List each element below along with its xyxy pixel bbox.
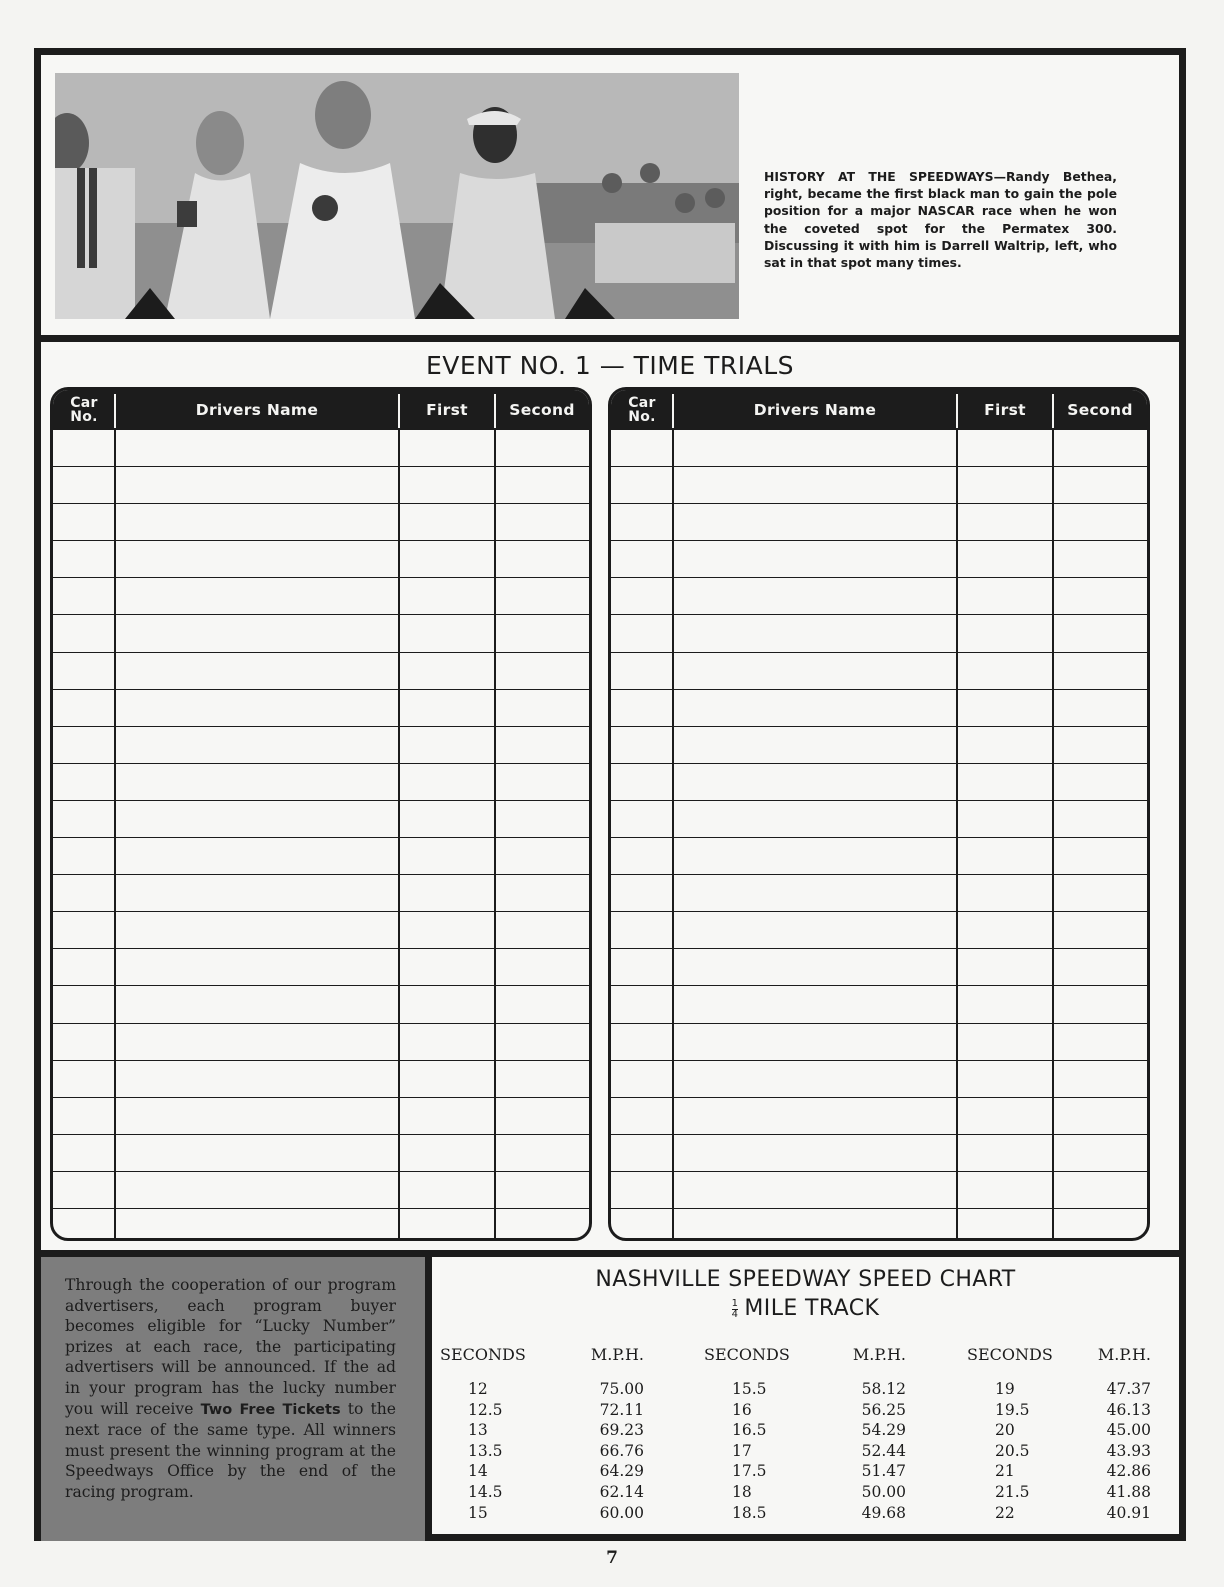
column-divider xyxy=(956,430,958,1238)
race-drivers-photo xyxy=(55,73,739,319)
seconds-values: 12 12.5 13 13.5 14 14.5 15 xyxy=(468,1380,503,1522)
header-second: Second xyxy=(1067,401,1133,419)
table-row[interactable] xyxy=(53,1172,589,1209)
column-divider xyxy=(114,430,116,1238)
table-row[interactable] xyxy=(611,986,1147,1023)
header-second: Second xyxy=(509,401,575,419)
seconds-column-3: SECONDS 19 19.5 20 20.5 21 21.5 22 xyxy=(967,1345,1067,1523)
table-row[interactable] xyxy=(53,504,589,541)
header-car-no: Car No. xyxy=(628,395,656,425)
table-row[interactable] xyxy=(611,875,1147,912)
table-row[interactable] xyxy=(611,764,1147,801)
table-row[interactable] xyxy=(53,1024,589,1061)
table-row[interactable] xyxy=(611,1061,1147,1098)
table-row[interactable] xyxy=(611,653,1147,690)
time-trials-table-left xyxy=(50,387,592,1241)
table-row[interactable] xyxy=(611,1098,1147,1135)
header-car-no: Car No. xyxy=(70,395,98,425)
table-row[interactable] xyxy=(53,1098,589,1135)
photo-caption: HISTORY AT THE SPEEDWAYS—Randy Bethea, right, became the first black man to gain the pole position for a major NASCAR race when he won the coveted spot for the Permatex 300. Discussing it with him is Darrell Waltrip, left, who sat in that spot many times. xyxy=(764,169,1117,271)
table-header xyxy=(611,390,1147,430)
table-row[interactable] xyxy=(53,949,589,986)
mph-column-1: M.P.H. 75.00 72.11 69.23 66.76 64.29 62.14 60.00 xyxy=(590,1345,644,1522)
table-row[interactable] xyxy=(53,430,589,467)
seconds-column-2: SECONDS 15.5 16 16.5 17 17.5 18 18.5 xyxy=(704,1345,804,1523)
table-row[interactable] xyxy=(611,949,1147,986)
table-row[interactable] xyxy=(611,1024,1147,1061)
table-rows xyxy=(53,430,589,1241)
table-row[interactable] xyxy=(53,615,589,652)
mph-column-2: M.P.H. 58.12 56.25 54.29 52.44 51.47 50.00 49.68 xyxy=(852,1345,906,1522)
mph-column-3: M.P.H. 47.37 46.13 45.00 43.93 42.86 41.88 40.91 xyxy=(1097,1345,1151,1522)
speed-chart-title: NASHVILLE SPEEDWAY SPEED CHART xyxy=(595,1267,1016,1292)
table-row[interactable] xyxy=(611,430,1147,467)
table-row[interactable] xyxy=(611,615,1147,652)
table-row[interactable] xyxy=(611,1135,1147,1172)
header-first: First xyxy=(426,401,468,419)
table-row[interactable] xyxy=(611,838,1147,875)
table-row[interactable] xyxy=(53,1135,589,1172)
table-row[interactable] xyxy=(611,467,1147,504)
table-row[interactable] xyxy=(611,578,1147,615)
table-row[interactable] xyxy=(611,541,1147,578)
table-row[interactable] xyxy=(53,875,589,912)
column-divider xyxy=(672,430,674,1238)
table-row[interactable] xyxy=(611,801,1147,838)
seconds-column-1: SECONDS 12 12.5 13 13.5 14 14.5 15 xyxy=(440,1345,540,1523)
table-row[interactable] xyxy=(53,764,589,801)
speed-chart-subtitle: $\frac{1}{4}$ MILE TRACK xyxy=(731,1296,880,1321)
table-row[interactable] xyxy=(53,986,589,1023)
table-row[interactable] xyxy=(53,1061,589,1098)
table-row[interactable] xyxy=(611,1172,1147,1209)
table-row[interactable] xyxy=(611,690,1147,727)
divider xyxy=(41,1250,1179,1257)
page-number: 7 xyxy=(606,1548,618,1568)
table-row[interactable] xyxy=(53,838,589,875)
page-frame xyxy=(34,48,1186,1541)
table-row[interactable] xyxy=(53,1209,589,1241)
header-drivers-name: Drivers Name xyxy=(753,401,877,419)
seconds-values: 15.5 16 16.5 17 17.5 18 18.5 xyxy=(732,1380,767,1522)
table-row[interactable] xyxy=(611,504,1147,541)
table-row[interactable] xyxy=(611,727,1147,764)
table-row[interactable] xyxy=(611,1209,1147,1241)
table-row[interactable] xyxy=(53,653,589,690)
time-trials-table-right xyxy=(608,387,1150,1241)
table-rows xyxy=(611,430,1147,1241)
table-row[interactable] xyxy=(53,690,589,727)
table-row[interactable] xyxy=(53,727,589,764)
table-row[interactable] xyxy=(53,912,589,949)
table-row[interactable] xyxy=(53,801,589,838)
table-row[interactable] xyxy=(611,912,1147,949)
divider xyxy=(425,1250,432,1541)
lucky-number-box xyxy=(41,1257,425,1541)
event-title: EVENT NO. 1 — TIME TRIALS xyxy=(425,351,795,380)
seconds-values: 19 19.5 20 20.5 21 21.5 22 xyxy=(995,1380,1030,1522)
photo-icon xyxy=(55,73,739,319)
speed-chart xyxy=(432,1257,1179,1541)
lucky-number-text: Through the cooperation of our program advertisers, each program buyer becomes eligible for “Lucky Number” prizes at each race, the participating advertisers will be announced. If the ad in your program has the lucky number you will receive Two Free Tickets to the next race of the same type. All winners must present the winning program at the Speedways Office by the end of the racing program. xyxy=(65,1276,397,1501)
header-first: First xyxy=(984,401,1026,419)
column-divider xyxy=(1052,430,1054,1238)
column-divider xyxy=(494,430,496,1238)
table-header xyxy=(53,390,589,430)
quarter-fraction: $\frac{1}{4}$ xyxy=(731,1297,739,1320)
divider xyxy=(41,335,1179,342)
column-divider xyxy=(398,430,400,1238)
table-row[interactable] xyxy=(53,467,589,504)
header-drivers-name: Drivers Name xyxy=(195,401,319,419)
table-row[interactable] xyxy=(53,578,589,615)
table-row[interactable] xyxy=(53,541,589,578)
